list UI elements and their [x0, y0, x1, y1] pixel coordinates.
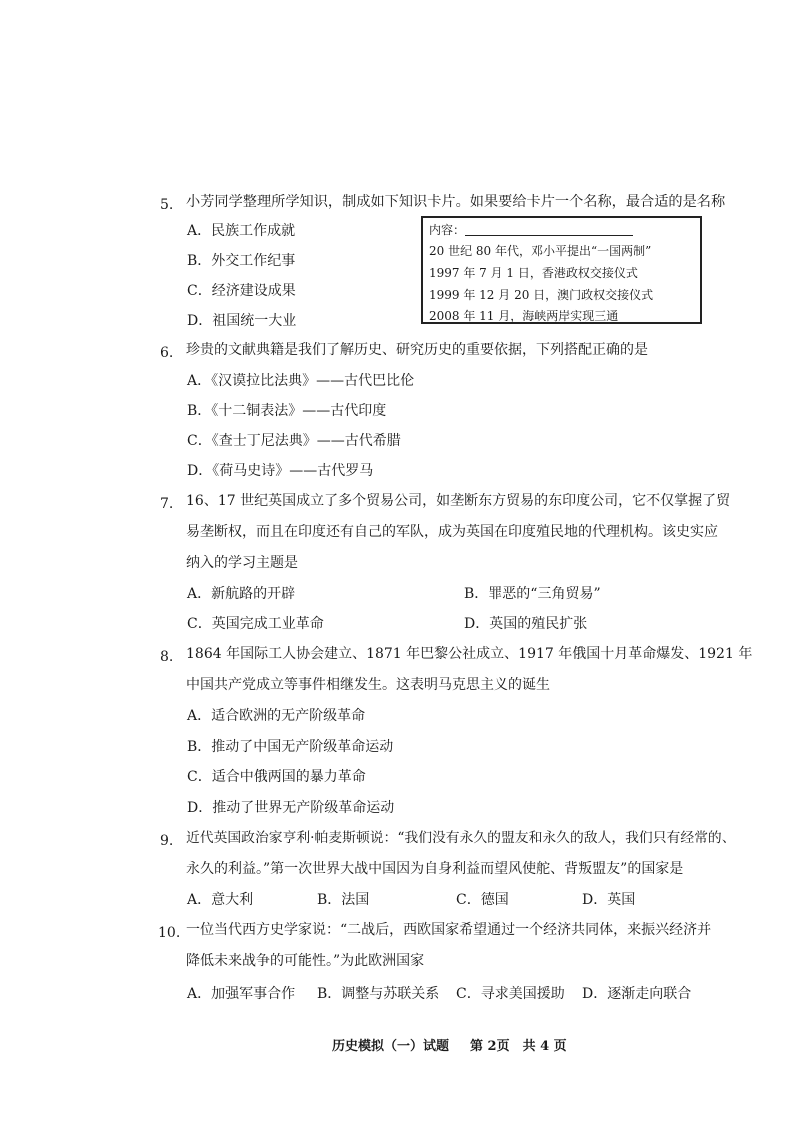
question-stem-line-1: 近代英国政治家亨利·帕麦斯顿说：“我们没有永久的盟友和永久的敌人，我们只有经常的、 — [186, 830, 736, 846]
card-title-blank — [465, 235, 633, 236]
question-stem-line-2: 降低未来战争的可能性。”为此欧洲国家 — [186, 953, 425, 969]
question-stem-line-3: 纳入的学习主题是 — [186, 555, 298, 571]
question-number: 7. — [160, 496, 174, 512]
option-a: A．《汉谟拉比法典》——古代巴比伦 — [187, 373, 415, 389]
question-stem-line-1: 16、17 世纪英国成立了多个贸易公司，如垄断东方贸易的东印度公司，它不仅掌握了贸 — [186, 493, 731, 509]
card-label: 内容： — [429, 223, 466, 237]
question-stem-line-2: 中国共产党成立等事件相继发生。这表明马克思主义的诞生 — [186, 677, 550, 693]
option-b: B．法国 — [317, 892, 370, 908]
question-stem-line-2: 易垄断权，而且在印度还有自己的军队，成为英国在印度殖民地的代理机构。该史实应 — [186, 524, 718, 540]
option-a: A．意大利 — [187, 892, 254, 908]
question-stem-line-1: 一位当代西方史学家说：“二战后，西欧国家希望通过一个经济共同体，来振兴经济并 — [186, 922, 712, 938]
question-number: 5. — [160, 197, 174, 213]
card-item: 2008 年 11 月，海峡两岸实现三通 — [429, 309, 619, 323]
question-stem-line-2: 永久的利益。”第一次世界大战中国因为自身利益而望风使舵、背叛盟友”的国家是 — [186, 861, 684, 877]
footer-page-number: 第 2页 共 4 页 — [470, 1039, 567, 1054]
question-number: 8. — [160, 649, 174, 665]
option-b: B．推动了中国无产阶级革命运动 — [187, 739, 394, 755]
option-d: D．祖国统一大业 — [187, 313, 297, 329]
option-a: A．新航路的开辟 — [187, 586, 296, 602]
option-c: C．经济建设成果 — [187, 283, 296, 299]
question-number: 9. — [160, 833, 174, 849]
option-b: B．调整与苏联关系 — [317, 986, 440, 1002]
card-item: 1997 年 7 月 1 日，香港政权交接仪式 — [429, 266, 638, 280]
knowledge-card — [421, 216, 702, 324]
card-item: 1999 年 12 月 20 日，澳门政权交接仪式 — [429, 288, 654, 302]
option-c: C．适合中俄两国的暴力革命 — [187, 769, 366, 785]
option-b: B．《十二铜表法》——古代印度 — [187, 403, 387, 419]
option-d: D．推动了世界无产阶级革命运动 — [187, 800, 395, 816]
question-stem: 小芳同学整理所学知识，制成如下知识卡片。如果要给卡片一个名称，最合适的是名称 — [186, 194, 726, 210]
option-d: D．英国 — [582, 892, 636, 908]
option-d: D．英国的殖民扩张 — [464, 616, 588, 632]
option-b: B．罪恶的“三角贸易” — [464, 586, 601, 602]
option-a: A．适合欧洲的无产阶级革命 — [187, 708, 366, 724]
footer-title: 历史模拟（一）试题 — [332, 1039, 450, 1054]
option-c: C．《查士丁尼法典》——古代希腊 — [187, 433, 401, 449]
option-c: C．英国完成工业革命 — [187, 616, 324, 632]
option-d: D．《荷马史诗》——古代罗马 — [187, 463, 374, 479]
option-c: C．德国 — [456, 892, 509, 908]
question-number: 6. — [160, 345, 174, 361]
option-c: C．寻求美国援助 — [456, 986, 565, 1002]
question-stem: 珍贵的文献典籍是我们了解历史、研究历史的重要依据，下列搭配正确的是 — [186, 342, 648, 358]
card-item: 20 世纪 80 年代，邓小平提出“一国两制” — [429, 244, 652, 258]
option-d: D．逐渐走向联合 — [582, 986, 692, 1002]
option-a: A．民族工作成就 — [187, 223, 296, 239]
question-number: 10. — [158, 925, 181, 941]
option-b: B．外交工作纪事 — [187, 253, 296, 269]
option-a: A．加强军事合作 — [187, 986, 296, 1002]
question-stem-line-1: 1864 年国际工人协会建立、1871 年巴黎公社成立、1917 年俄国十月革命爆发、1921 年 — [186, 646, 753, 662]
